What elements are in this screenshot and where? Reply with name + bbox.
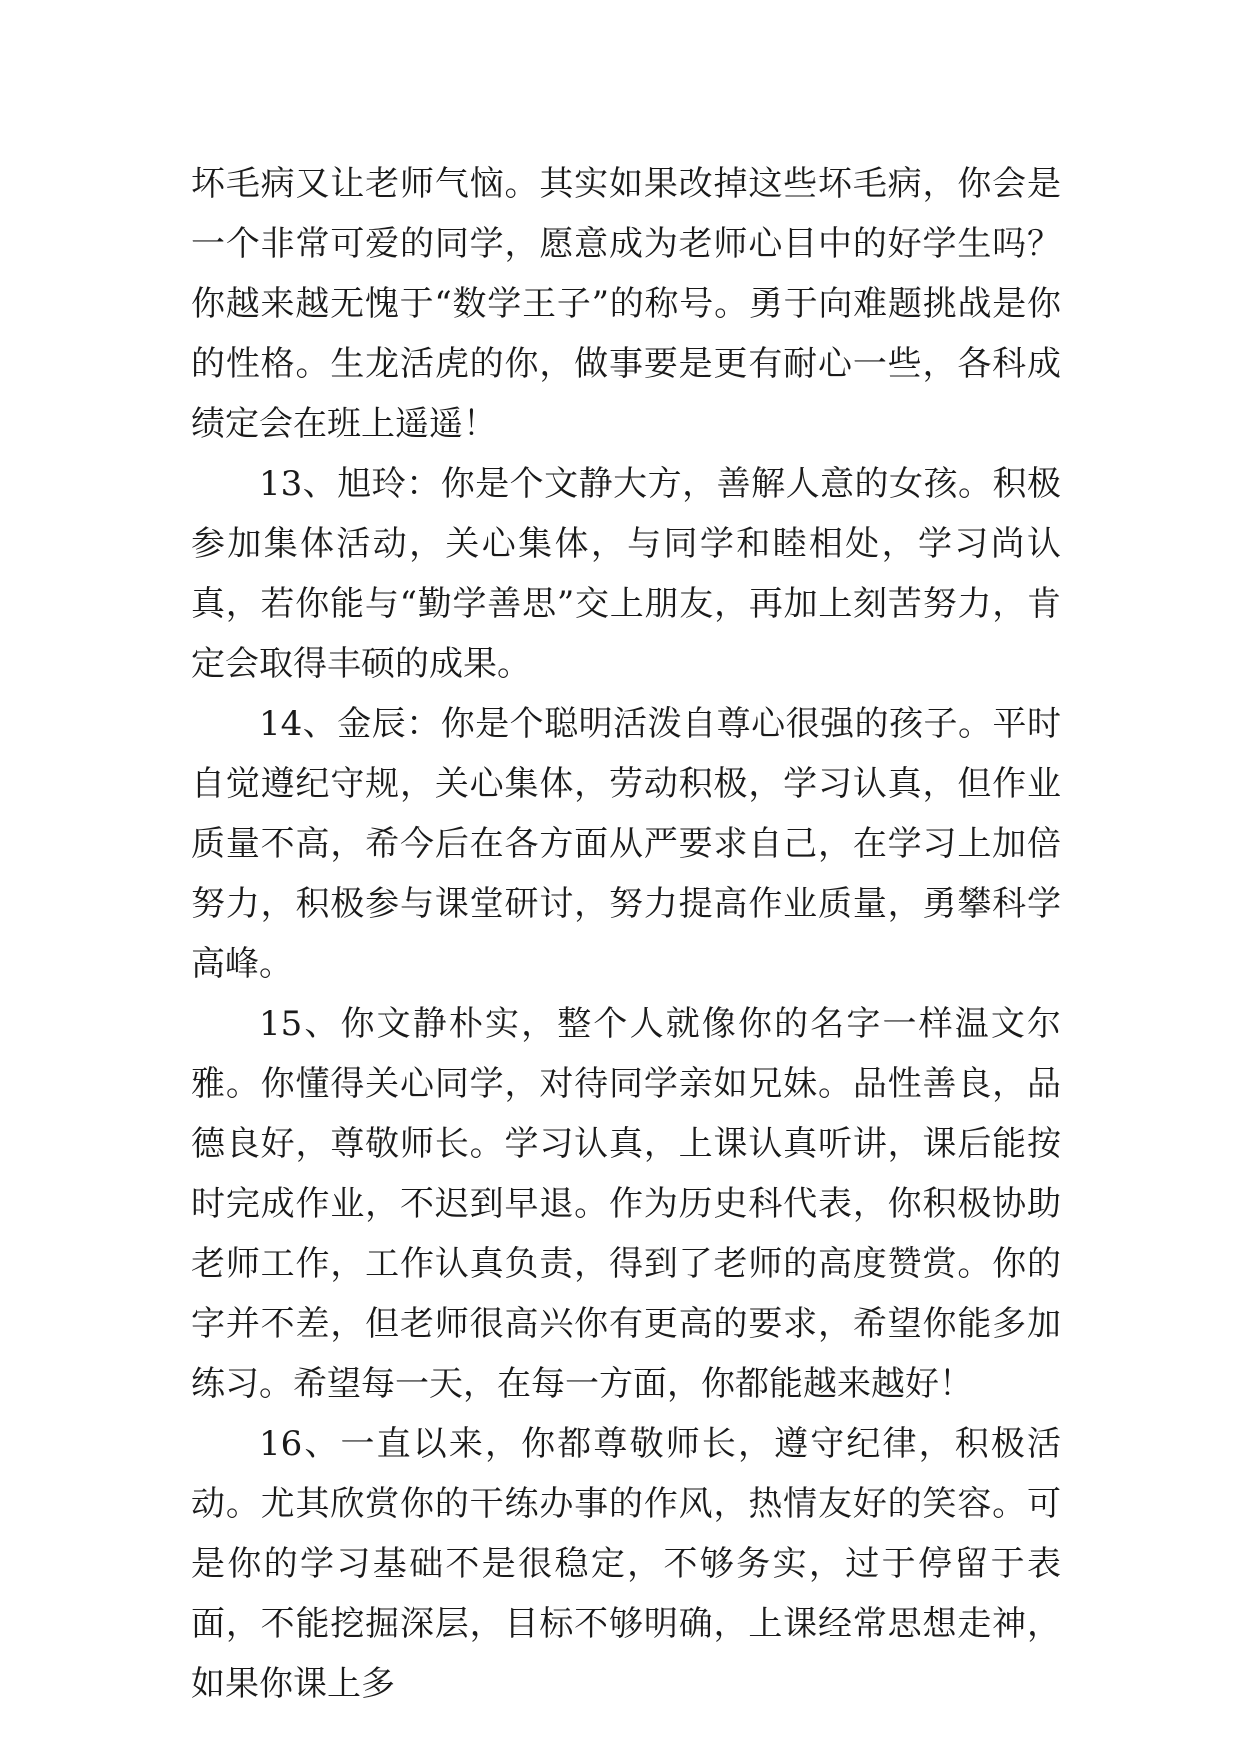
paragraph-13: 13、旭玲：你是个文静大方，善解人意的女孩。积极参加集体活动，关心集体，与同学和睦相处，学习尚认真，若你能与“勤学善思”交上朋友，再加上刻苦努力，肯定会取得丰硕的成果。 [191,464,1061,684]
paragraph-15: 15、你文静朴实，整个人就像你的名字一样温文尔雅。你懂得关心同学，对待同学亲如兄妹。品性善良，品德良好，尊敬师长。学习认真，上课认真听讲，课后能按时完成作业，不迟到早退。作为历史科代表，你积极协助老师工作，工作认真负责，得到了老师的高度赞赏。你的字并不差，但老师很高兴你有更高的要求，希望你能多加练习。希望每一天，在每一方面，你都能越来越好！ [191,1004,1061,1404]
paragraph-continuation: 坏毛病又让老师气恼。其实如果改掉这些坏毛病，你会是一个非常可爱的同学，愿意成为老师心目中的好学生吗？你越来越无愧于“数学王子”的称号。勇于向难题挑战是你的性格。生龙活虎的你，做事要是更有耐心一些，各科成绩定会在班上遥遥！ [191,164,1061,444]
paragraph-14: 14、金辰：你是个聪明活泼自尊心很强的孩子。平时自觉遵纪守规，关心集体，劳动积极，学习认真，但作业质量不高，希今后在各方面从严要求自己，在学习上加倍努力，积极参与课堂研讨，努力提高作业质量，勇攀科学高峰。 [191,704,1061,984]
paragraph-16: 16、一直以来，你都尊敬师长，遵守纪律，积极活动。尤其欣赏你的干练办事的作风，热情友好的笑容。可是你的学习基础不是很稳定，不够务实，过于停留于表面，不能挖掘深层，目标不够明确，上课经常思想走神，如果你课上多 [191,1424,1061,1704]
body-text [191,154,1061,1714]
